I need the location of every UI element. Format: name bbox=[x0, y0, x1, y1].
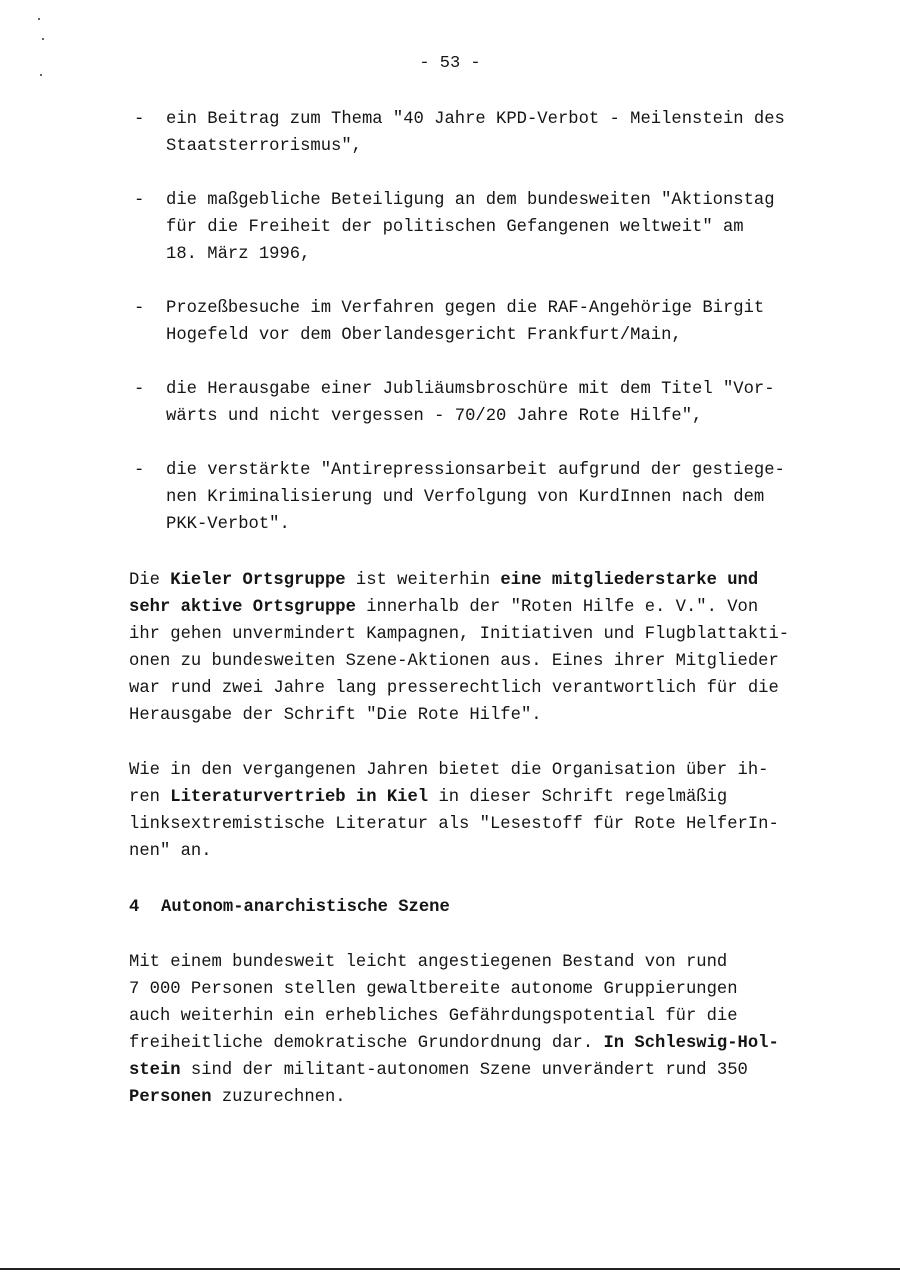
para2-line-4: nen" an. bbox=[129, 842, 212, 861]
bullet-dash: - bbox=[134, 380, 145, 399]
bullet-dash: - bbox=[134, 110, 145, 129]
para2-line-3: linksextremistische Literatur als "Lesestoff für Rote HelferIn- bbox=[129, 815, 779, 834]
scan-speck bbox=[42, 38, 44, 40]
para3-line-5: stein sind der militant-autonomen Szene unverändert rund 350 bbox=[129, 1061, 748, 1080]
bullet-1-line-2: Staatsterrorismus", bbox=[166, 137, 362, 156]
section-title: Autonom-anarchistische Szene bbox=[161, 898, 450, 917]
para3-line-6: Personen zuzurechnen. bbox=[129, 1088, 346, 1107]
bullet-dash: - bbox=[134, 299, 145, 318]
section-heading bbox=[129, 894, 139, 921]
bullet-3-line-1: Prozeßbesuche im Verfahren gegen die RAF-Angehörige Birgit bbox=[166, 299, 765, 318]
para2-line-1: Wie in den vergangenen Jahren bietet die Organisation über ih- bbox=[129, 761, 769, 780]
para1-line-3: ihr gehen unvermindert Kampagnen, Initiativen und Flugblattakti- bbox=[129, 625, 790, 644]
bullet-3-line-2: Hogefeld vor dem Oberlandesgericht Frankfurt/Main, bbox=[166, 326, 682, 345]
bullet-2-line-1: die maßgebliche Beteiligung an dem bundesweiten "Aktionstag bbox=[166, 191, 775, 210]
bullet-dash: - bbox=[134, 461, 145, 480]
bullet-5-line-1: die verstärkte "Antirepressionsarbeit aufgrund der gestiege- bbox=[166, 461, 785, 480]
para1-line-1: Die Kieler Ortsgruppe ist weiterhin eine mitgliederstarke und bbox=[129, 571, 759, 590]
para1-line-5: war rund zwei Jahre lang presserechtlich verantwortlich für die bbox=[129, 679, 779, 698]
para1-line-4: onen zu bundesweiten Szene-Aktionen aus. Eines ihrer Mitglieder bbox=[129, 652, 779, 671]
para1-line-2: sehr aktive Ortsgruppe innerhalb der "Roten Hilfe e. V.". Von bbox=[129, 598, 759, 617]
bullet-2-line-2: für die Freiheit der politischen Gefangenen weltweit" am bbox=[166, 218, 744, 237]
bottom-scan-edge bbox=[0, 1268, 900, 1270]
bullet-4-line-2: wärts und nicht vergessen - 70/20 Jahre Rote Hilfe", bbox=[166, 407, 703, 426]
scan-speck bbox=[40, 74, 42, 76]
para2-line-2: ren Literaturvertrieb in Kiel in dieser Schrift regelmäßig bbox=[129, 788, 728, 807]
para3-line-3: auch weiterhin ein erhebliches Gefährdungspotential für die bbox=[129, 1007, 738, 1026]
bullet-4-line-1: die Herausgabe einer Jubliäumsbroschüre mit dem Titel "Vor- bbox=[166, 380, 775, 399]
bullet-5-line-2: nen Kriminalisierung und Verfolgung von KurdInnen nach dem bbox=[166, 488, 765, 507]
para3-line-2: 7 000 Personen stellen gewaltbereite autonome Gruppierungen bbox=[129, 980, 738, 999]
para3-line-4: freiheitliche demokratische Grundordnung dar. In Schleswig-Hol- bbox=[129, 1034, 779, 1053]
section-number: 4 bbox=[129, 898, 140, 917]
scan-speck bbox=[38, 18, 40, 20]
page-number: - 53 - bbox=[419, 54, 481, 73]
para3-line-1: Mit einem bundesweit leicht angestiegenen Bestand von rund bbox=[129, 953, 728, 972]
bullet-1-line-1: ein Beitrag zum Thema "40 Jahre KPD-Verbot - Meilenstein des bbox=[166, 110, 785, 129]
bullet-5-line-3: PKK-Verbot". bbox=[166, 515, 290, 534]
bullet-dash: - bbox=[134, 191, 145, 210]
para1-line-6: Herausgabe der Schrift "Die Rote Hilfe". bbox=[129, 706, 542, 725]
bullet-2-line-3: 18. März 1996, bbox=[166, 245, 311, 264]
